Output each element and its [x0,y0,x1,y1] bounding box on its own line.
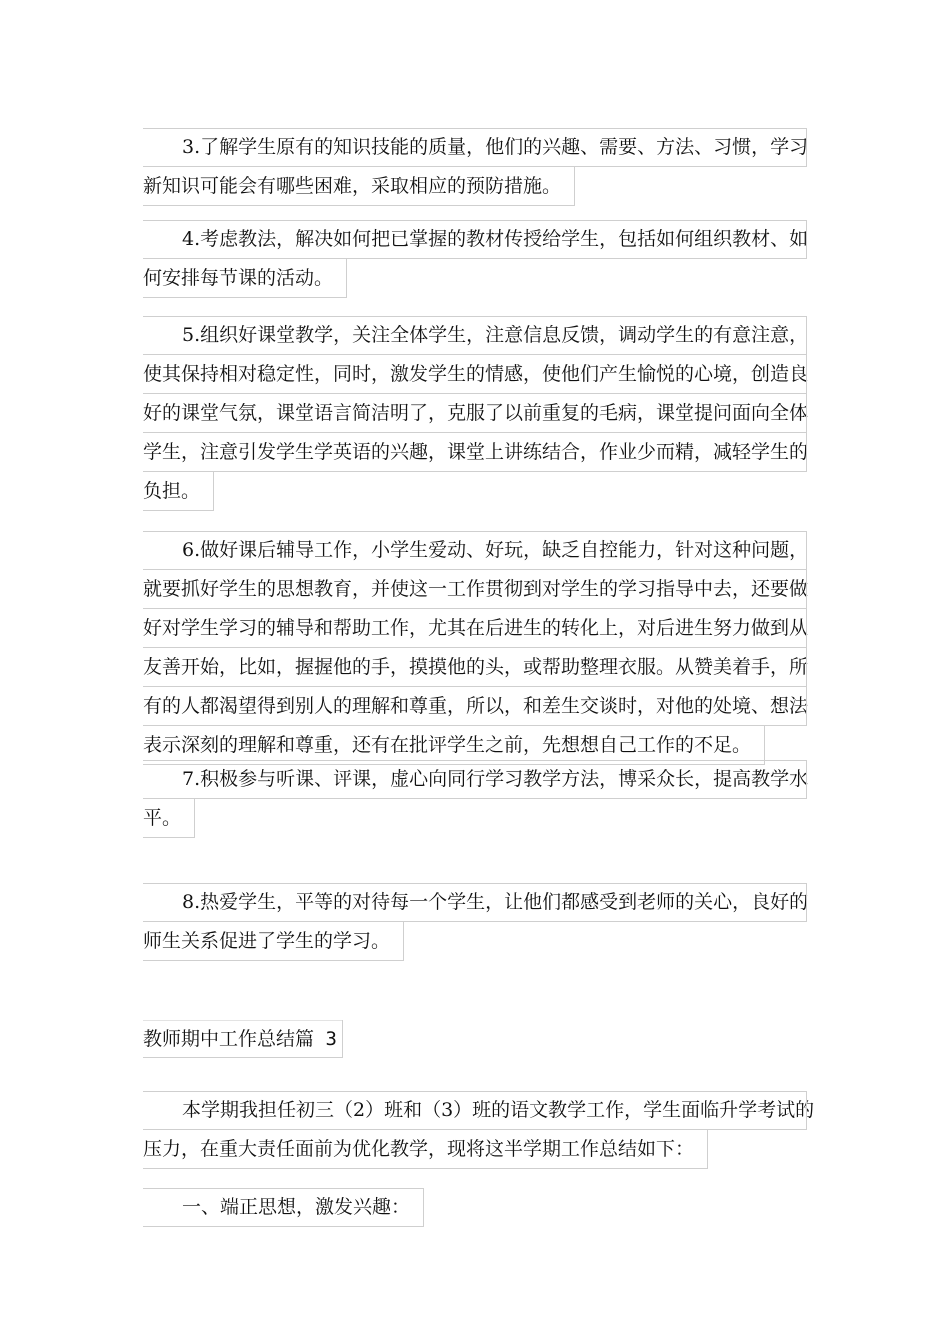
subheading-block [143,1188,807,1227]
paragraph-line: 有的人都渴望得到别人的理解和尊重，所以，和差生交谈时，对他的处境、想法 [143,687,807,726]
paragraph-7 [143,760,807,838]
paragraph-line: 压力，在重大责任面前为优化教学，现将这半学期工作总结如下： [143,1130,708,1169]
paragraph-line: 何安排每节课的活动。 [143,259,347,298]
paragraph-line: 好的课堂气氛，课堂语言简洁明了，克服了以前重复的毛病，课堂提问面向全体 [143,394,807,433]
paragraph-6 [143,531,807,765]
paragraph-line: 7.积极参与听课、评课，虚心向同行学习教学方法，博采众长，提高教学水 [143,760,807,799]
paragraph-line: 学生，注意引发学生学英语的兴趣，课堂上讲练结合，作业少而精，减轻学生的 [143,433,807,472]
section-heading: 教师期中工作总结篇 3 [143,1020,343,1058]
paragraph-line: 好对学生学习的辅导和帮助工作，尤其在后进生的转化上，对后进生努力做到从 [143,609,807,648]
paragraph-3 [143,128,807,206]
paragraph-line: 负担。 [143,472,214,511]
subheading: 一、端正思想，激发兴趣： [143,1188,424,1227]
paragraph-line: 使其保持相对稳定性，同时，激发学生的情感，使他们产生愉悦的心境，创造良 [143,355,807,394]
paragraph-line: 平。 [143,799,195,838]
paragraph-line: 4.考虑教法，解决如何把已掌握的教材传授给学生，包括如何组织教材、如 [143,220,807,259]
paragraph-line: 6.做好课后辅导工作，小学生爱动、好玩，缺乏自控能力，针对这种问题， [143,531,807,570]
paragraph-line: 师生关系促进了学生的学习。 [143,922,404,961]
paragraph-line: 5.组织好课堂教学，关注全体学生，注意信息反馈，调动学生的有意注意， [143,316,807,355]
paragraph-line: 表示深刻的理解和尊重，还有在批评学生之前，先想想自己工作的不足。 [143,726,765,765]
paragraph-4 [143,220,807,298]
paragraph-5 [143,316,807,511]
paragraph-8 [143,883,807,961]
paragraph-line: 本学期我担任初三（2）班和（3）班的语文教学工作，学生面临升学考试的 [143,1091,807,1130]
intro-paragraph [143,1091,815,1169]
paragraph-line: 新知识可能会有哪些困难，采取相应的预防措施。 [143,167,575,206]
paragraph-line: 3.了解学生原有的知识技能的质量，他们的兴趣、需要、方法、习惯，学习 [143,128,807,167]
paragraph-line: 8.热爱学生，平等的对待每一个学生，让他们都感受到老师的关心，良好的 [143,883,807,922]
paragraph-line: 就要抓好学生的思想教育，并使这一工作贯彻到对学生的学习指导中去，还要做 [143,570,807,609]
paragraph-line: 友善开始，比如，握握他的手，摸摸他的头，或帮助整理衣服。从赞美着手，所 [143,648,807,687]
